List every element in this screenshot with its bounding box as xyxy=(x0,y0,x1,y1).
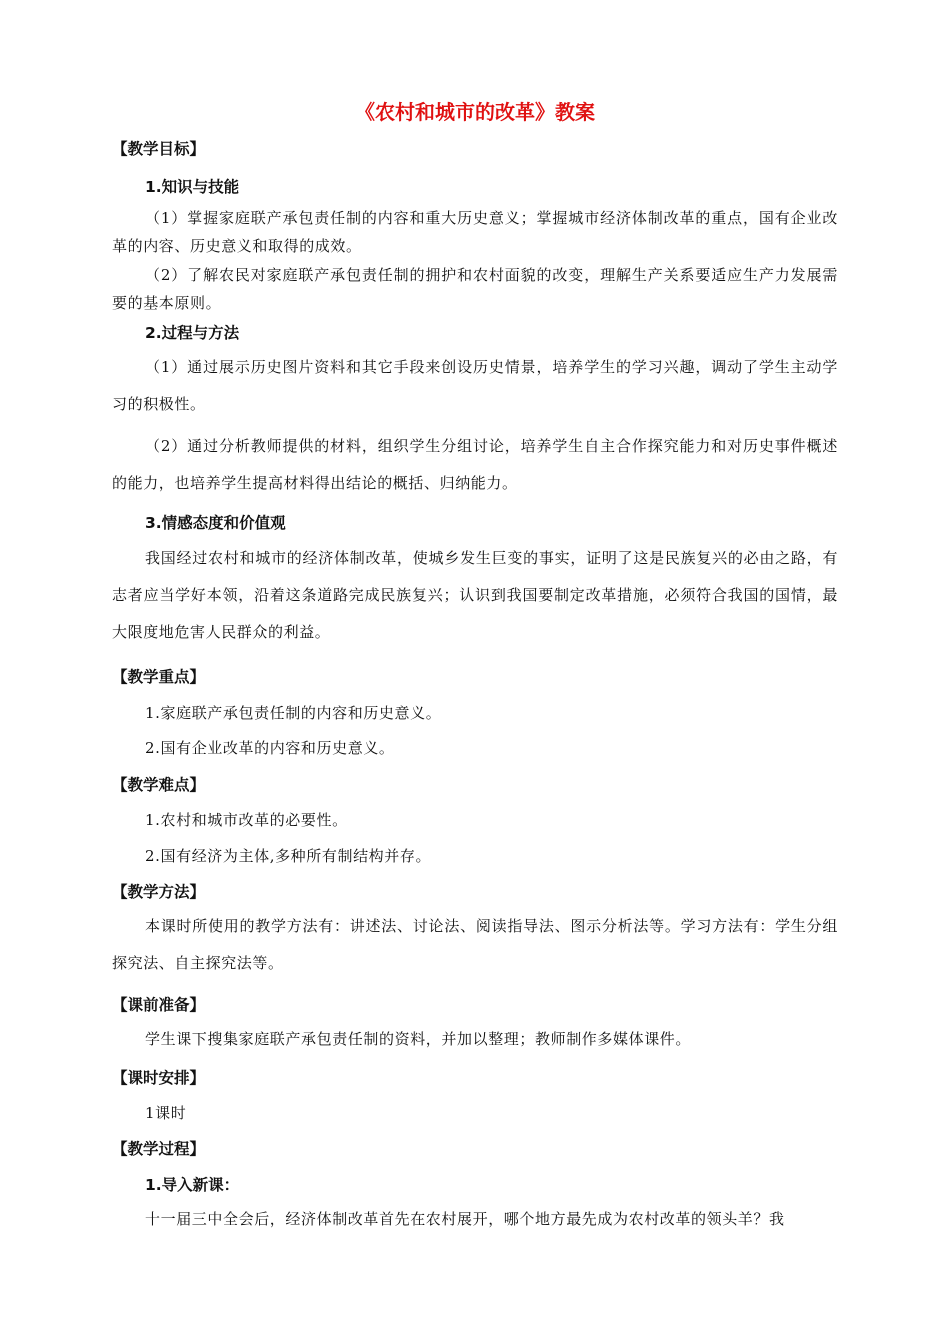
paragraph-goal1-1: （1）掌握家庭联产承包责任制的内容和重大历史意义；掌握城市经济体制改革的重点，国有企业改革的内容、历史意义和取得的成效。 xyxy=(112,209,838,255)
paragraph-goal1-2: （2）了解农民对家庭联产承包责任制的拥护和农村面貌的改变，理解生产关系要适应生产力发展需要的基本原则。 xyxy=(112,266,838,312)
paragraph-methods: 本课时所使用的教学方法有：讲述法、讨论法、阅读指导法、图示分析法等。学习方法有：学生分组探究法、自主探究法等。 xyxy=(112,917,838,972)
section-heading-difficulties: 【教学难点】 xyxy=(112,776,206,794)
subheading-process-method: 2.过程与方法 xyxy=(145,324,240,342)
schedule-text: 1课时 xyxy=(145,1104,187,1122)
section-heading-teaching-process: 【教学过程】 xyxy=(112,1140,206,1158)
key-point-2: 2.国有企业改革的内容和历史意义。 xyxy=(145,739,395,757)
key-point-1: 1.家庭联产承包责任制的内容和历史意义。 xyxy=(145,704,442,722)
subheading-knowledge-skills: 1.知识与技能 xyxy=(145,178,240,196)
paragraph-introduction: 十一届三中全会后，经济体制改革首先在农村展开，哪个地方最先成为农村改革的领头羊？我 xyxy=(145,1210,785,1228)
paragraph-goal2-1: （1）通过展示历史图片资料和其它手段来创设历史情景，培养学生的学习兴趣，调动了学生主动学习的积极性。 xyxy=(112,358,838,413)
difficulty-1: 1.农村和城市改革的必要性。 xyxy=(145,811,348,829)
section-heading-key-points: 【教学重点】 xyxy=(112,668,206,686)
section-heading-methods: 【教学方法】 xyxy=(112,883,206,901)
section-heading-goals: 【教学目标】 xyxy=(112,140,206,158)
document-title: 《农村和城市的改革》教案 xyxy=(355,100,595,124)
section-heading-preparation: 【课前准备】 xyxy=(112,996,206,1014)
paragraph-goal2-2: （2）通过分析教师提供的材料，组织学生分组讨论，培养学生自主合作探究能力和对历史事件概述的能力，也培养学生提高材料得出结论的概括、归纳能力。 xyxy=(112,437,838,492)
paragraph-preparation: 学生课下搜集家庭联产承包责任制的资料，并加以整理；教师制作多媒体课件。 xyxy=(145,1030,692,1048)
section-heading-schedule: 【课时安排】 xyxy=(112,1069,206,1087)
difficulty-2: 2.国有经济为主体,多种所有制结构并存。 xyxy=(145,847,432,865)
paragraph-goal3: 我国经过农村和城市的经济体制改革，使城乡发生巨变的事实，证明了这是民族复兴的必由之路，有志者应当学好本领，沿着这条道路完成民族复兴；认识到我国要制定改革措施，必须符合我国的国情，最大限度地危害人民群众的利益。 xyxy=(112,549,838,641)
subheading-values: 3.情感态度和价值观 xyxy=(145,514,286,532)
subheading-introduction: 1.导入新课： xyxy=(145,1176,240,1194)
